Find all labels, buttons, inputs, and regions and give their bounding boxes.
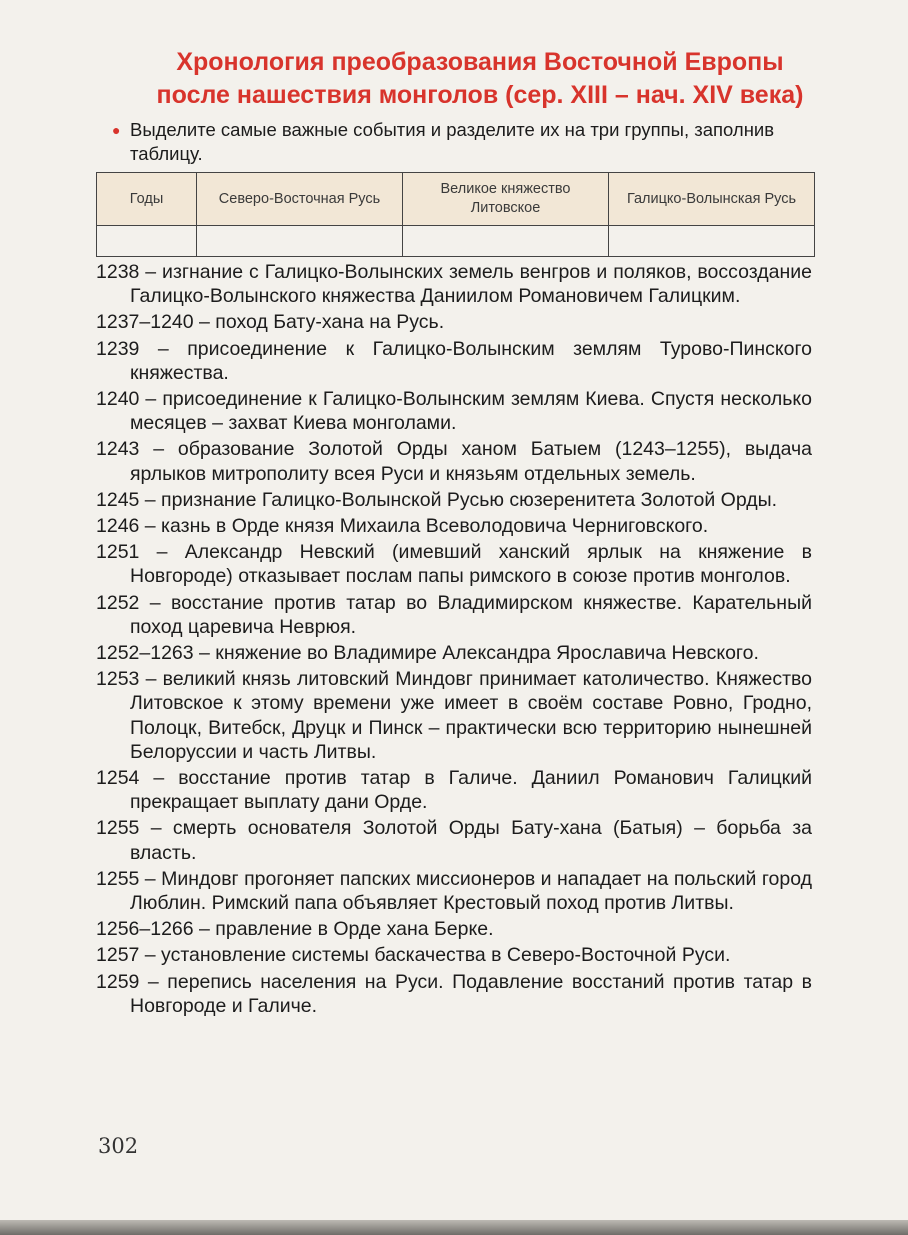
page-number: 302 — [98, 1134, 139, 1158]
chronology-entry: 1255 – смерть основателя Золотой Орды Бату-хана (Батыя) – борьба за власть. — [96, 817, 812, 864]
task-instruction — [112, 118, 820, 166]
table-cell — [197, 226, 403, 257]
chronology-entry: 1259 – перепись населения на Руси. Подавление восстаний против татар в Новгороде и Галиче. — [96, 970, 812, 1017]
events-table — [96, 172, 815, 257]
chronology-entry: 1251 – Александр Невский (имевший ханский ярлык на княжение в Новгороде) отказывает послам папы римского в союзе против монголов. — [96, 541, 812, 588]
header-galicia-volhynia: Галицко-Волынская Русь — [609, 173, 815, 226]
table-cell — [97, 226, 197, 257]
table-row — [97, 226, 815, 257]
table-cell — [609, 226, 815, 257]
chronology-list — [96, 260, 812, 1020]
chronology-entry: 1256–1266 – правление в Орде хана Берке. — [96, 918, 494, 941]
chronology-entry: 1253 – великий князь литовский Миндовг принимает католичество. Княжество Литовское к этому времени уже имеет в своём составе Ровно, Гродно, Полоцк, Витебск, Друцк и Пинск – практически всю территорию нынешней Белоруссии и часть Литвы. — [96, 668, 812, 763]
chronology-entry: 1254 – восстание против татар в Галиче. Даниил Романович Галицкий прекращает выплату дани Орде. — [96, 767, 812, 814]
chronology-entry: 1246 – казнь в Орде князя Михаила Всеволодовича Черниговского. — [96, 515, 709, 538]
bullet-icon: ● — [112, 122, 121, 138]
page-title — [100, 46, 860, 112]
table-header-row — [97, 173, 815, 226]
chronology-entry: 1245 – признание Галицко-Волынской Русью сюзеренитета Золотой Орды. — [96, 488, 778, 511]
title-line-1: Хронология преобразования Восточной Европы — [176, 48, 784, 76]
task-text: Выделите самые важные события и разделите их на три группы, заполнив таблицу. — [130, 119, 775, 164]
header-ne-rus: Северо-Восточная Русь — [197, 173, 403, 226]
header-years: Годы — [97, 173, 197, 226]
header-lithuania: Великое княжество Литовское — [403, 173, 609, 226]
table-cell — [403, 226, 609, 257]
chronology-entry: 1252–1263 – княжение во Владимире Александра Ярославича Невского. — [96, 642, 759, 665]
chronology-entry: 1239 – присоединение к Галицко-Волынским землям Турово-Пинского княжества. — [96, 337, 812, 384]
chronology-entry: 1237–1240 – поход Бату-хана на Русь. — [96, 311, 445, 334]
chronology-entry: 1252 – восстание против татар во Владимирском княжестве. Карательный поход царевича Неврюя. — [96, 591, 812, 638]
chronology-entry: 1257 – установление системы баскачества в Северо-Восточной Руси. — [96, 944, 731, 967]
chronology-entry: 1240 – присоединение к Галицко-Волынским землям Киева. Спустя несколько месяцев – захват Киева монголами. — [96, 388, 812, 435]
title-line-2: после нашествия монголов (сер. XIII – нач. XIV века) — [156, 81, 804, 109]
chronology-entry: 1243 – образование Золотой Орды ханом Батыем (1243–1255), выдача ярлыков митрополиту всея Руси и князьям отдельных земель. — [96, 438, 812, 485]
chronology-entry: 1238 – изгнание с Галицко-Волынских земель венгров и поляков, воссоздание Галицко-Волынского княжества Даниилом Романовичем Галицким. — [96, 261, 812, 308]
chronology-entry: 1255 – Миндовг прогоняет папских миссионеров и нападает на польский город Люблин. Римский папа объявляет Крестовый поход против Литвы. — [96, 867, 812, 915]
page-bottom-edge — [0, 1220, 908, 1235]
